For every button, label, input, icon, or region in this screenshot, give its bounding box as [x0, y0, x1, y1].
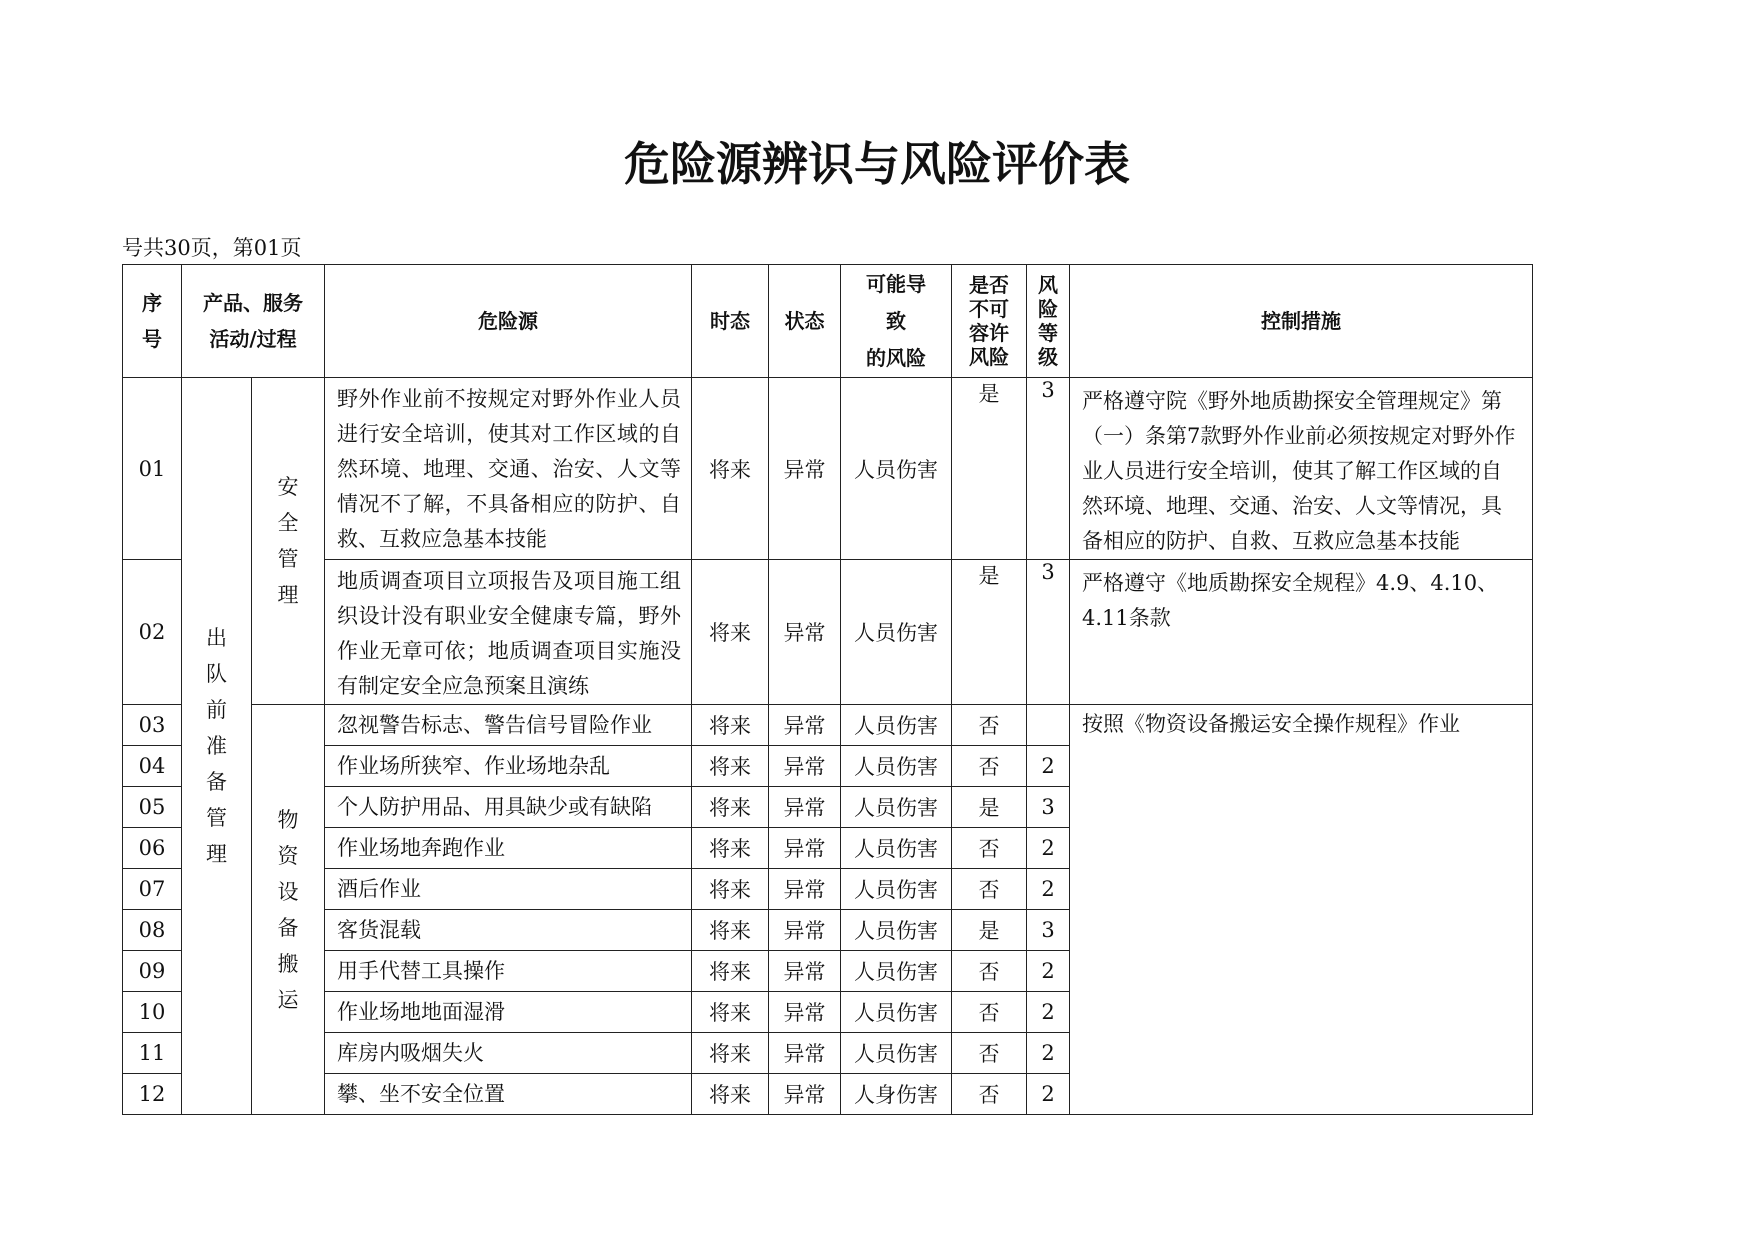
row-hazard: 作业场地地面湿滑 [325, 992, 692, 1033]
header-row [123, 265, 1533, 378]
row-seq: 06 [123, 828, 182, 869]
control-measure: 严格遵守《地质勘探安全规程》4.9、4.10、4.11条款 [1070, 560, 1533, 705]
row-hazard: 野外作业前不按规定对野外作业人员进行安全培训，使其对工作区域的自然环境、地理、交通、治安、人文等情况不了解，不具备相应的防护、自救、互救应急基本技能 [325, 378, 692, 560]
row-intolerable: 是 [952, 787, 1027, 828]
row-risk: 人员伤害 [841, 951, 952, 992]
row-tense: 将来 [692, 787, 769, 828]
row-hazard: 作业场所狭窄、作业场地杂乱 [325, 746, 692, 787]
row-level: 2 [1027, 992, 1070, 1033]
row-intolerable: 否 [952, 992, 1027, 1033]
header-intolerable: 是否 不可 容许 风险 [952, 265, 1027, 378]
row-state: 异常 [769, 705, 841, 746]
row-tense: 将来 [692, 1033, 769, 1074]
row-intolerable: 是 [952, 378, 1027, 560]
row-intolerable: 否 [952, 746, 1027, 787]
header-risk: 可能导 致 的风险 [841, 265, 952, 378]
page-info: 号共30页，第01页 [122, 236, 302, 260]
header-control: 控制措施 [1070, 265, 1533, 378]
row-seq: 05 [123, 787, 182, 828]
row-tense: 将来 [692, 951, 769, 992]
row-risk: 人身伤害 [841, 1074, 952, 1115]
row-tense: 将来 [692, 1074, 769, 1115]
table-row [123, 705, 1533, 746]
header-seq: 序 号 [123, 265, 182, 378]
row-hazard: 酒后作业 [325, 869, 692, 910]
row-state: 异常 [769, 910, 841, 951]
header-activity: 产品、服务 活动/过程 [182, 265, 325, 378]
header-state: 状态 [769, 265, 841, 378]
row-state: 异常 [769, 1033, 841, 1074]
header-tense: 时态 [692, 265, 769, 378]
row-risk: 人员伤害 [841, 1033, 952, 1074]
row-state: 异常 [769, 992, 841, 1033]
group-material: 物 资 设 备 搬 运 [252, 705, 325, 1115]
row-risk: 人员伤害 [841, 992, 952, 1033]
row-level: 2 [1027, 746, 1070, 787]
row-hazard: 客货混载 [325, 910, 692, 951]
row-risk: 人员伤害 [841, 705, 952, 746]
row-level: 3 [1027, 378, 1070, 560]
row-tense: 将来 [692, 869, 769, 910]
row-risk: 人员伤害 [841, 910, 952, 951]
row-risk: 人员伤害 [841, 869, 952, 910]
row-level: 2 [1027, 869, 1070, 910]
document-title: 危险源辨识与风险评价表 [624, 137, 1130, 191]
row-state: 异常 [769, 746, 841, 787]
row-intolerable: 否 [952, 951, 1027, 992]
row-risk: 人员伤害 [841, 787, 952, 828]
row-tense: 将来 [692, 746, 769, 787]
row-seq: 10 [123, 992, 182, 1033]
row-seq: 08 [123, 910, 182, 951]
header-level: 风 险 等 级 [1027, 265, 1070, 378]
row-level [1027, 705, 1070, 746]
row-level: 2 [1027, 1074, 1070, 1115]
control-measure: 按照《物资设备搬运安全操作规程》作业 [1070, 705, 1533, 1115]
header-hazard: 危险源 [325, 265, 692, 378]
risk-assessment-table [122, 264, 1533, 1115]
row-hazard: 攀、坐不安全位置 [325, 1074, 692, 1115]
table-row [123, 560, 1533, 705]
control-measure: 严格遵守院《野外地质勘探安全管理规定》第（一）条第7款野外作业前必须按规定对野外作业人员进行安全培训，使其了解工作区域的自然环境、地理、交通、治安、人文等情况，具备相应的防护、自救、互救应急基本技能 [1070, 378, 1533, 560]
row-hazard: 忽视警告标志、警告信号冒险作业 [325, 705, 692, 746]
row-level: 3 [1027, 560, 1070, 705]
row-hazard: 个人防护用品、用具缺少或有缺陷 [325, 787, 692, 828]
row-tense: 将来 [692, 378, 769, 560]
row-tense: 将来 [692, 828, 769, 869]
group-safety: 安 全 管 理 [252, 378, 325, 705]
row-level: 2 [1027, 1033, 1070, 1074]
row-tense: 将来 [692, 560, 769, 705]
row-tense: 将来 [692, 910, 769, 951]
row-level: 3 [1027, 787, 1070, 828]
row-state: 异常 [769, 828, 841, 869]
row-intolerable: 否 [952, 1033, 1027, 1074]
row-intolerable: 否 [952, 828, 1027, 869]
row-state: 异常 [769, 951, 841, 992]
row-tense: 将来 [692, 705, 769, 746]
row-state: 异常 [769, 378, 841, 560]
row-seq: 02 [123, 560, 182, 705]
row-state: 异常 [769, 869, 841, 910]
group-main: 出 队 前 准 备 管 理 [182, 378, 252, 1115]
table-row [123, 378, 1533, 560]
row-hazard: 地质调查项目立项报告及项目施工组织设计没有职业安全健康专篇，野外作业无章可依；地质调查项目实施没有制定安全应急预案且演练 [325, 560, 692, 705]
row-risk: 人员伤害 [841, 378, 952, 560]
row-state: 异常 [769, 787, 841, 828]
row-tense: 将来 [692, 992, 769, 1033]
row-intolerable: 否 [952, 1074, 1027, 1115]
row-seq: 07 [123, 869, 182, 910]
row-seq: 12 [123, 1074, 182, 1115]
row-seq: 09 [123, 951, 182, 992]
row-seq: 03 [123, 705, 182, 746]
row-level: 3 [1027, 910, 1070, 951]
row-state: 异常 [769, 1074, 841, 1115]
row-intolerable: 是 [952, 910, 1027, 951]
row-risk: 人员伤害 [841, 560, 952, 705]
row-level: 2 [1027, 828, 1070, 869]
row-risk: 人员伤害 [841, 746, 952, 787]
row-hazard: 用手代替工具操作 [325, 951, 692, 992]
row-risk: 人员伤害 [841, 828, 952, 869]
row-hazard: 作业场地奔跑作业 [325, 828, 692, 869]
row-intolerable: 否 [952, 869, 1027, 910]
row-hazard: 库房内吸烟失火 [325, 1033, 692, 1074]
row-seq: 01 [123, 378, 182, 560]
row-seq: 04 [123, 746, 182, 787]
row-intolerable: 否 [952, 705, 1027, 746]
row-seq: 11 [123, 1033, 182, 1074]
row-state: 异常 [769, 560, 841, 705]
row-intolerable: 是 [952, 560, 1027, 705]
row-level: 2 [1027, 951, 1070, 992]
